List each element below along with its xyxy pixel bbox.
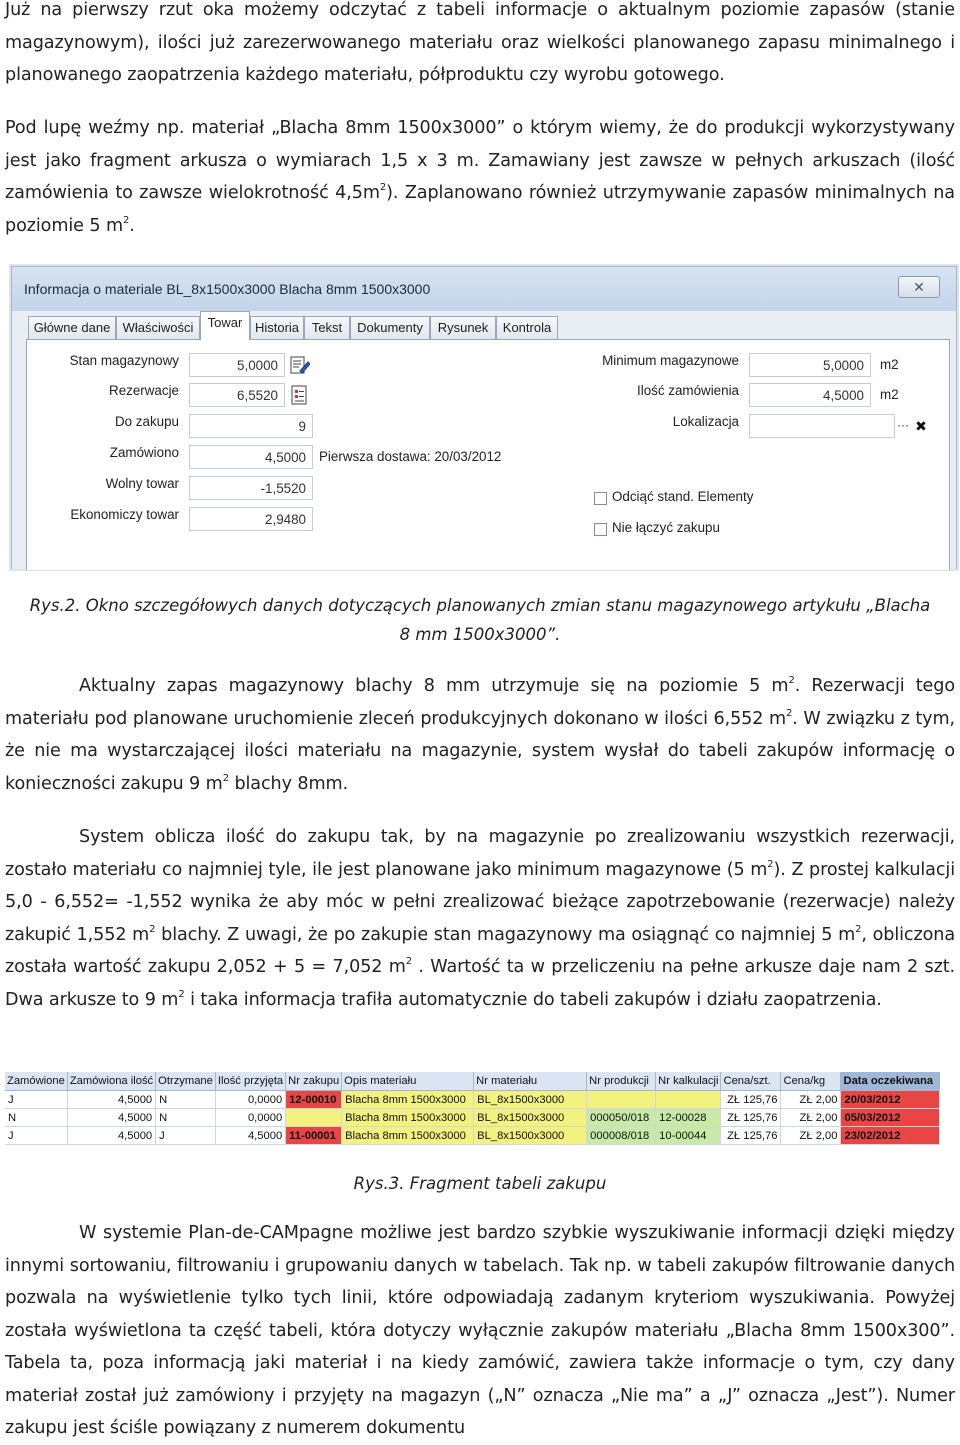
table-cell: N [156, 1091, 216, 1109]
column-header[interactable]: Otrzymane [156, 1072, 216, 1091]
paragraph-text: W systemie Plan-de-CAMpagne możliwe jest bardzo szybkie wyszukiwanie informacji dzięki między innymi sortowaniu, filtrowaniu i grupowaniu danych w tabelach. Tak np. w tabeli zakupów filtrowanie danych pozwala na wyświetlenie tylko tych linii, które odpowiadają zadanym kryteriom wyszukiwania. Powyżej została wyświetlona ta część tabeli, która dotyczy wyłącznie zakupów materiału „Blacha 8mm 1500x300”. Tabela ta, poza informacją jaki materiał i na kiedy zamówić, zawiera także informacje o tym, czy dany materiał został już zamówiony i przyjęty na magazyn („N” oznacza „Nie ma” a „J” oznacza „Jest”). Numer zakupu jest ściśle powiązany z numerem dokumentu [5, 1223, 955, 1438]
paragraph-text: . W związku z tym, że nie ma wystarczającej ilości materiału na magazynie, system wysłał do tabeli zakupów informację o konieczności zakupu 9 m [5, 708, 955, 794]
paragraph-text: , obliczona została wartość zakupu 2,052 + 5 = 7,052 m [5, 924, 956, 977]
lokalizacja-field[interactable] [749, 414, 895, 438]
paragraph-text: ). Z prostej kalkulacji 5,0 - 6,552= -1,552 wynika że aby móc w pełni zrealizować bieżące zapotrzebowanie (rezerwacje) należy zakupić 1,552 m [5, 859, 956, 945]
superscript: 2 [379, 182, 387, 193]
superscript: 2 [405, 956, 413, 967]
table-cell: BL_8x1500x3000 [474, 1091, 587, 1109]
table-cell: ZŁ 125,76 [721, 1127, 781, 1145]
paragraph-text: . Wartość ta w przeliczeniu na pełne arkusze daje nam 2 szt. Dwa arkusze to 9 m [5, 957, 955, 1010]
dialog-title: Informacja o materiale BL_8x1500x3000 Blacha 8mm 1500x3000 [24, 281, 431, 297]
tab-glowne-dane[interactable]: Główne dane [28, 316, 116, 339]
paragraph-material-example [5, 112, 955, 242]
zamowiono-field[interactable]: 4,5000 [189, 445, 313, 469]
paragraph-text: . [129, 215, 135, 236]
table-header-row [5, 1072, 940, 1091]
table-row[interactable] [5, 1109, 940, 1127]
table-cell: Blacha 8mm 1500x3000 [342, 1127, 474, 1145]
column-header[interactable]: Opis materiału [342, 1072, 474, 1091]
table-row[interactable] [5, 1091, 940, 1109]
lookup-button[interactable]: ··· [897, 418, 909, 432]
label-ilosc-zamowienia: Ilość zamówienia [637, 383, 739, 398]
unit-label: m2 [880, 357, 899, 372]
paragraph-text: ). Zaplanowano również utrzymywanie zapasów minimalnych na poziomie 5 m [5, 183, 955, 236]
paragraph-text: blachy 8mm. [228, 773, 349, 794]
paragraph-text: . Rezerwacji tego materiału pod planowane uruchomienie zleceń produkcyjnych dokonano w ilości 6,552 m [5, 676, 955, 729]
caption-line: 8 mm 1500x3000”. [399, 625, 561, 644]
do-zakupu-field[interactable]: 9 [189, 414, 313, 438]
superscript: 2 [178, 988, 185, 1000]
table-cell: ZŁ 2,00 [781, 1127, 841, 1145]
tab-tekst[interactable]: Tekst [304, 316, 350, 339]
column-header[interactable]: Cena/szt. [721, 1072, 781, 1091]
table-cell: 4,5000 [215, 1127, 285, 1145]
table-cell: 05/03/2012 [841, 1109, 940, 1127]
label-ekonomiczy-towar: Ekonomiczy towar [70, 507, 179, 522]
paragraph-text: i taka informacja trafiła automatycznie do tabeli zakupów i działu zaopatrzenia. [184, 989, 882, 1010]
table-cell: BL_8x1500x3000 [474, 1127, 587, 1145]
dialog-titlebar [12, 267, 956, 311]
checkbox-nie-laczyc[interactable] [594, 523, 607, 536]
table-cell: J [156, 1127, 216, 1145]
table-cell: 12-00028 [656, 1109, 721, 1127]
table-cell: ZŁ 2,00 [781, 1091, 841, 1109]
table-cell: 10-00044 [656, 1127, 721, 1145]
column-header[interactable]: Cena/kg [781, 1072, 841, 1091]
tab-towar[interactable]: Towar [200, 311, 250, 340]
paragraph-text: blachy. Z uwagi, że po zakupie stan magazynowy ma osiągnąć co najmniej 5 m [155, 924, 856, 945]
table-cell [587, 1091, 656, 1109]
edit-stock-icon[interactable] [288, 354, 310, 376]
label-zamowiono: Zamówiono [109, 445, 179, 460]
wolny-towar-field[interactable]: -1,5520 [189, 476, 313, 500]
towar-panel [26, 339, 950, 570]
ilosc-zamowienia-field[interactable]: 4,5000 [749, 383, 871, 407]
clear-icon[interactable]: ✖ [915, 418, 927, 434]
superscript: 2 [786, 707, 793, 719]
superscript: 2 [123, 214, 130, 226]
superscript: 2 [788, 675, 795, 686]
table-cell: 12-00010 [286, 1091, 342, 1109]
table-cell: ZŁ 2,00 [781, 1109, 841, 1127]
label-lokalizacja: Lokalizacja [672, 414, 739, 429]
tab-kontrola[interactable]: Kontrola [496, 316, 558, 339]
table-cell: J [5, 1091, 67, 1109]
table-cell: 4,5000 [67, 1091, 155, 1109]
table-cell [286, 1109, 342, 1127]
paragraph-text: Aktualny zapas magazynowy blachy 8 mm utrzymuje się na poziomie 5 m [79, 676, 789, 696]
table-cell: N [156, 1109, 216, 1127]
checkbox-label: Odciąć stand. Elementy [612, 489, 754, 504]
table-cell: Blacha 8mm 1500x3000 [342, 1109, 474, 1127]
table-cell: BL_8x1500x3000 [474, 1109, 587, 1127]
label-wolny-towar: Wolny towar [105, 476, 179, 491]
table-cell: ZŁ 125,76 [721, 1091, 781, 1109]
figure-caption: Rys.3. Fragment tabeli zakupu [353, 1174, 607, 1193]
table-cell: 23/02/2012 [841, 1127, 940, 1145]
paragraph-text: Pod lupę weźmy np. materiał „Blacha 8mm 1500x3000” o którym wiemy, że do produkcji wykorzystywany jest jako fragment arkusza o wymiarach 1,5 x 3 m. Zamawiany jest zawsze w pełnych arkuszach (ilość zamówienia to zawsze wielokrotność 4,5m [5, 118, 955, 203]
column-header[interactable]: Ilość przyjęta [215, 1072, 285, 1091]
label-stan-magazynowy: Stan magazynowy [69, 353, 179, 368]
paragraph-stock-status [5, 670, 955, 800]
checkbox-odciac[interactable] [594, 492, 607, 505]
stan-magazynowy-field[interactable]: 5,0000 [189, 353, 285, 377]
tab-rysunek[interactable]: Rysunek [430, 316, 496, 339]
table-cell: J [5, 1127, 67, 1145]
paragraph-search-features [5, 1217, 955, 1445]
label-rezerwacje: Rezerwacje [109, 383, 179, 398]
column-header[interactable]: Nr zakupu [286, 1072, 342, 1091]
first-delivery-label: Pierwsza dostawa: 20/03/2012 [319, 449, 502, 464]
paragraph-calculation [5, 821, 955, 1016]
superscript: 2 [767, 858, 774, 870]
figure-caption [0, 591, 960, 649]
tab-dokumenty[interactable]: Dokumenty [350, 316, 430, 339]
tab-historia[interactable]: Historia [250, 316, 304, 339]
close-icon: ✕ [913, 279, 925, 295]
reservations-list-icon[interactable] [288, 384, 310, 406]
label-minimum-magazynowe: Minimum magazynowe [602, 353, 739, 368]
checkbox-label: Nie łączyć zakupu [612, 520, 720, 535]
unit-label: m2 [880, 387, 899, 402]
column-header[interactable]: Zamówiona ilość [67, 1072, 155, 1091]
column-header[interactable]: Zamówione [5, 1072, 67, 1091]
table-row[interactable] [5, 1127, 940, 1145]
table-cell: 4,5000 [67, 1127, 155, 1145]
table-cell: 0,0000 [215, 1091, 285, 1109]
label-do-zakupu: Do zakupu [114, 414, 179, 429]
table-cell: N [5, 1109, 67, 1127]
table-cell: 000008/018 [587, 1127, 656, 1145]
minimum-magazynowe-field[interactable]: 5,0000 [749, 353, 871, 377]
table-cell: 20/03/2012 [841, 1091, 940, 1109]
table-cell: 11-00001 [286, 1127, 342, 1145]
close-button[interactable] [898, 276, 940, 298]
table-cell: 4,5000 [67, 1109, 155, 1127]
paragraph-text: System oblicza ilość do zakupu tak, by na magazynie po zrealizowaniu wszystkich rezerwacji, zostało materiału co najmniej tyle, ile jest planowane jako minimum magazynowe (5 m [5, 827, 955, 880]
material-info-dialog [11, 266, 957, 569]
column-header-sorted[interactable]: Data oczekiwana [841, 1072, 940, 1091]
column-header[interactable]: Nr produkcji [587, 1072, 656, 1091]
table-cell: 0,0000 [215, 1109, 285, 1127]
table-cell: Blacha 8mm 1500x3000 [342, 1091, 474, 1109]
column-header[interactable]: Nr materiału [474, 1072, 587, 1091]
paragraph-intro [5, 0, 955, 92]
superscript: 2 [855, 923, 862, 935]
column-header[interactable]: Nr kalkulacji [656, 1072, 721, 1091]
tab-wlasciwosci[interactable]: Właściwości [116, 316, 200, 339]
ekonomiczy-towar-field[interactable]: 2,9480 [189, 507, 313, 531]
paragraph-text: Już na pierwszy rzut oka możemy odczytać z tabeli informacje o aktualnym poziomie zapasów (stanie magazynowym), ilości już zarezerwowanego materiału oraz wielkości planowanego zapasu minimalnego i planowanego zaopatrzenia każdego materiału, półproduktu czy wyrobu gotowego. [5, 0, 955, 85]
purchase-table [5, 1072, 940, 1145]
superscript: 2 [149, 923, 156, 935]
table-cell: 000050/018 [587, 1109, 656, 1127]
table-cell: ZŁ 125,76 [721, 1109, 781, 1127]
rezerwacje-field[interactable]: 6,5520 [189, 383, 285, 407]
caption-line: Rys.2. Okno szczegółowych danych dotyczących planowanych zmian stanu magazynowego artykułu „Blacha [29, 596, 931, 615]
superscript: 2 [222, 772, 229, 784]
table-cell [656, 1091, 721, 1109]
